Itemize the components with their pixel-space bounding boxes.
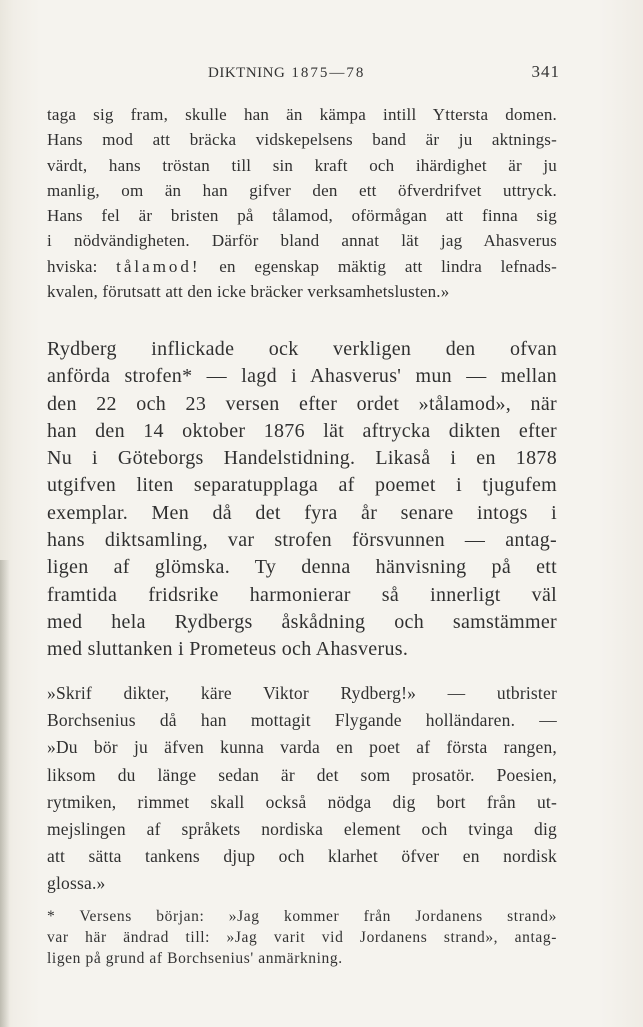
text-line: manlig, om än han gifver den ett öfverdrifvet uttryck. (47, 180, 557, 200)
text-line: kvalen, förutsatt att den icke bräcker verksamhetslusten.» (47, 282, 450, 302)
footnote (47, 906, 557, 969)
running-head (46, 62, 560, 84)
text-line: utgifven liten separatupplaga af poemet i tjugufem (47, 474, 557, 497)
text-line: Rydberg inflickade ock verkligen den ofvan (47, 338, 557, 360)
text-line: anförda strofen* — lagd i Ahasverus' mun — mellan (47, 365, 557, 388)
text-line: den 22 och 23 versen efter ordet »tålamod», när (47, 392, 557, 415)
text-line: framtida fridsrike harmonierar så innerligt väl (47, 583, 557, 606)
text-line: i nödvändigheten. Därför bland annat lät jag Ahasverus (47, 231, 557, 251)
text-line: Borchsenius då han mottagit Flygande holländaren. — (47, 710, 557, 731)
text-fragment: hviska: (47, 256, 117, 276)
text-line: exemplar. Men då det fyra år senare intogs i (47, 501, 557, 524)
binding-shadow (0, 560, 10, 1027)
page-number: 341 (531, 62, 560, 81)
text-line: värdt, hans tröstan till sin kraft och ihärdighet är ju (47, 155, 557, 175)
text-line: mejslingen af språkets nordiska element och tvinga dig (47, 819, 557, 840)
running-head-title (208, 65, 365, 82)
footnote-line: * Versens början: »Jag kommer från Jordanens strand» (47, 908, 557, 925)
text-line (47, 254, 557, 279)
paragraph-1 (47, 102, 557, 304)
paragraph-2 (47, 336, 557, 664)
text-line: att sätta tankens djup och klarhet öfver en nordisk (47, 846, 557, 867)
text-line: glossa.» (47, 873, 106, 894)
text-line: liksom du länge sedan är det som prosatör. Poesien, (47, 764, 557, 785)
text-line: hans diktsamling, var strofen försvunnen — antag- (47, 529, 557, 552)
text-line: rytmiken, rimmet skall också nödga dig bort från ut- (47, 791, 557, 812)
text-line: ligen af glömska. Ty denna hänvisning på ett (47, 556, 557, 579)
chapter-years: 1875—78 (291, 65, 366, 81)
text-line: »Du bör ju äfven kunna varda en poet af första rangen, (47, 737, 557, 758)
text-line: med hela Rydbergs åskådning och samstämmer (47, 610, 557, 633)
text-fragment: en egenskap mäktig att lindra lefnads- (200, 256, 557, 276)
footnote-line: var här ändrad till: »Jag varit vid Jordanens strand», antag- (47, 929, 557, 946)
chapter-title: DIKTNING (208, 65, 286, 81)
text-line: med sluttanken i Prometeus och Ahasverus. (47, 638, 409, 661)
text-line: Nu i Göteborgs Handelstidning. Likaså i en 1878 (47, 447, 557, 470)
text-line: Hans fel är bristen på tålamod, oförmågan att finna sig (47, 206, 557, 226)
text-line: taga sig fram, skulle han än kämpa intill Yttersta domen. (47, 105, 557, 124)
emphasized-word: tålamod! (116, 256, 201, 276)
text-line: han den 14 oktober 1876 lät aftrycka dikten efter (47, 419, 557, 442)
text-line: Hans mod att bräcka vidskepelsens band är ju aktnings- (47, 130, 557, 150)
paragraph-3 (47, 680, 557, 898)
text-line: »Skrif dikter, käre Viktor Rydberg!» — utbrister (47, 683, 557, 703)
footnote-line: ligen på grund af Borchsenius' anmärkning. (47, 950, 343, 967)
